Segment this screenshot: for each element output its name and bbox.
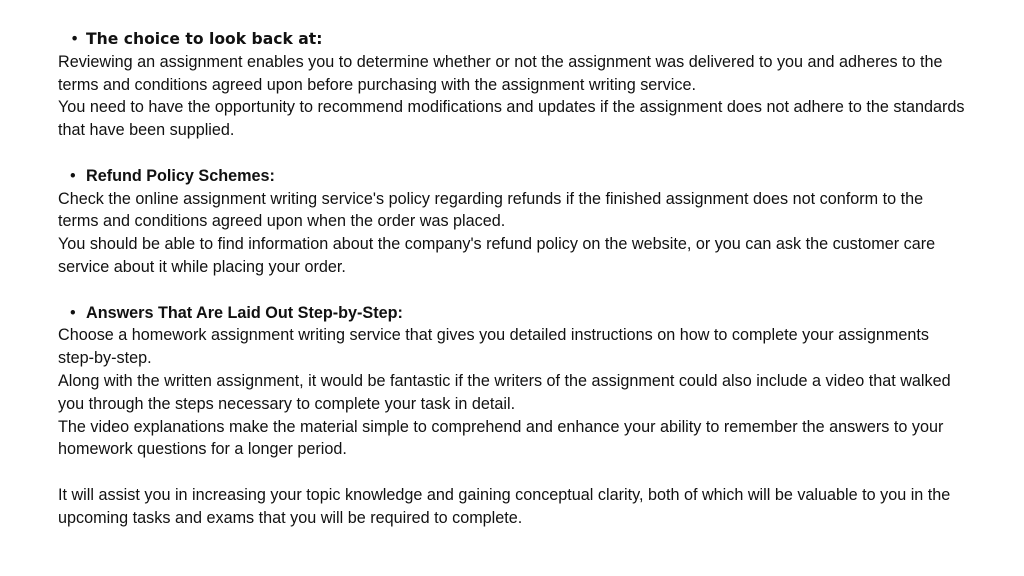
section-heading-text: Refund Policy Schemes: [86, 166, 275, 185]
section-heading [58, 28, 968, 51]
bullet-icon: • [70, 303, 76, 322]
section-step-by-step [58, 302, 968, 462]
paragraph: You need to have the opportunity to recommend modifications and updates if the assignment does not adhere to the standards that have been supplied. [58, 98, 965, 140]
spacer [58, 142, 968, 165]
section-heading-text: Answers That Are Laid Out Step-by-Step: [86, 303, 403, 322]
section-look-back [58, 28, 968, 142]
closing-paragraph: It will assist you in increasing your topic knowledge and gaining conceptual clarity, both of which will be valuable to you in the upcoming tasks and exams that you will be required to complete. [58, 485, 951, 527]
paragraph: You should be able to find information about the company's refund policy on the website, or you can ask the customer care service about it while placing your order. [58, 235, 936, 276]
paragraph: Check the online assignment writing service's policy regarding refunds if the finished assignment does not conform to the terms and conditions agreed upon when the order was placed. [58, 189, 924, 231]
paragraph: The video explanations make the material simple to comprehend and enhance your ability to remember the answers to your homework questions for a longer period. [58, 417, 944, 459]
spacer [58, 461, 968, 484]
section-heading-text: The choice to look back at: [86, 30, 323, 48]
bullet-icon: • [70, 30, 80, 48]
bullet-icon: • [70, 166, 76, 185]
section-heading [58, 165, 968, 188]
paragraph: Choose a homework assignment writing service that gives you detailed instructions on how to complete your assignments step-by-step. [58, 326, 929, 368]
section-heading [58, 302, 968, 325]
paragraph: Reviewing an assignment enables you to determine whether or not the assignment was delivered to you and adheres to the terms and conditions agreed upon before purchasing with the assignment writing service. [58, 52, 943, 94]
paragraph: Along with the written assignment, it would be fantastic if the writers of the assignment could also include a video that walked you through the steps necessary to complete your task in detail. [58, 371, 951, 413]
document-body [58, 28, 968, 530]
spacer [58, 279, 968, 302]
section-refund-policy [58, 165, 968, 279]
